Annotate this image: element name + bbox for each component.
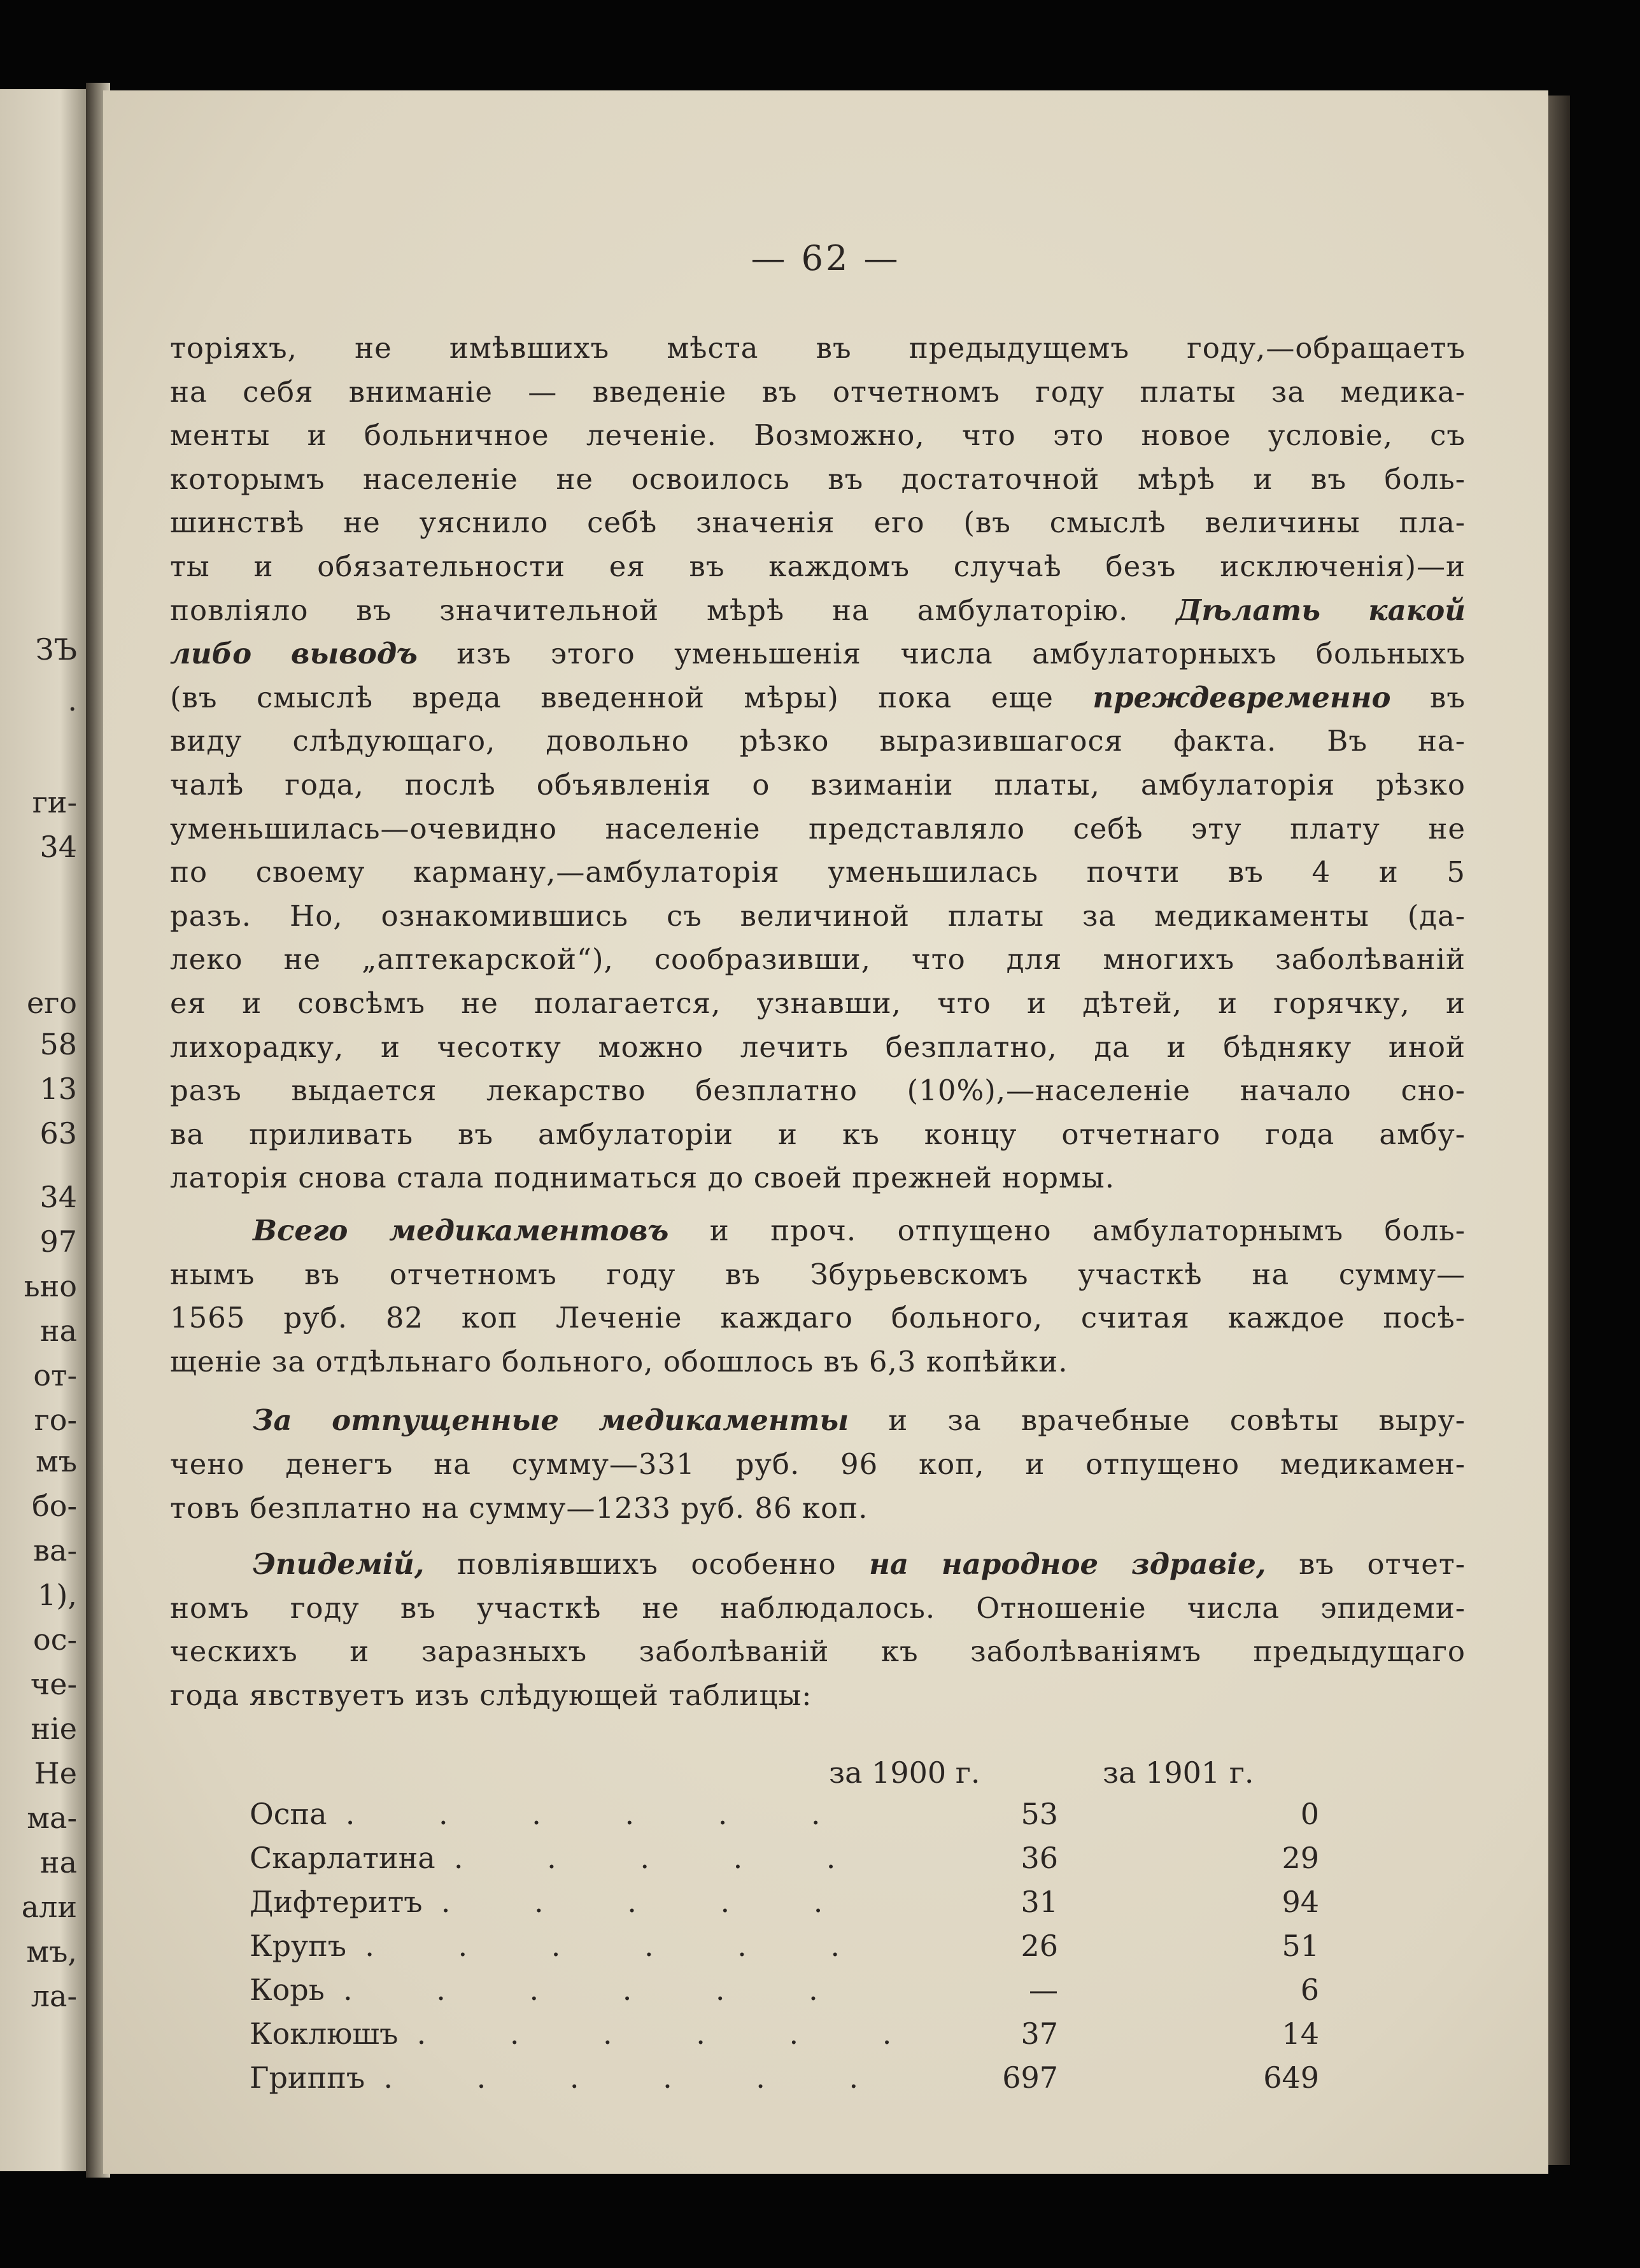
text-line	[170, 415, 1466, 457]
value-1900: 697	[1002, 2060, 1058, 2095]
left-page-fragment: его	[26, 986, 77, 1020]
value-1901: 649	[1263, 2060, 1319, 2095]
column-header-1900: за 1900 г.	[829, 1755, 980, 1790]
text-line	[170, 1631, 1466, 1673]
text-run: ея и совсѣмъ не полагается, узнавши, что и дѣтей, и горячку, и	[170, 986, 1466, 1020]
text-run: по своему карману,—амбулаторія уменьшилась почти въ 4 и 5	[170, 855, 1466, 889]
emphasized-text: Всего медикаментовъ	[253, 1214, 669, 1247]
text-line	[170, 1297, 1466, 1339]
text-run: ты и обязательности ея въ каждомъ случаѣ безъ исключенія)—и	[170, 549, 1466, 583]
text-run: и за врачебные совѣты выру-	[888, 1403, 1466, 1437]
text-line	[170, 1341, 1466, 1383]
disease-name: Корь .	[250, 1973, 893, 2007]
text-line	[170, 764, 1466, 806]
text-line	[170, 939, 1466, 981]
text-run: номъ году въ участкѣ не наблюдалось. Отношеніе числа эпидеми-	[170, 1591, 1466, 1625]
disease-name: Оспа .	[250, 1797, 893, 1831]
emphasized-text: на народное здравіе,	[869, 1547, 1266, 1581]
text-run: разъ. Но, ознакомившись съ величиной платы за медикаменты (да-	[170, 899, 1466, 933]
value-1901: 29	[1282, 1841, 1319, 1875]
left-page-fragment: 63	[39, 1116, 77, 1151]
text-run: щеніе за отдѣльнаго больного, обошлось въ 6,3 копѣйки.	[170, 1345, 1068, 1379]
left-page-fragment: мъ	[35, 1444, 77, 1478]
value-1900: 26	[1021, 1929, 1058, 1963]
text-run: нымъ въ отчетномъ году въ Збурьевскомъ участкѣ на сумму—	[170, 1258, 1466, 1291]
left-page-fragment: 97	[39, 1224, 77, 1259]
left-page-fragment: на	[39, 1314, 77, 1348]
text-line	[170, 327, 1466, 369]
text-line	[170, 808, 1466, 850]
left-page-fragment: 13	[39, 1072, 77, 1106]
text-line	[170, 458, 1466, 500]
text-run: торіяхъ, не имѣвшихъ мѣста въ предыдущемъ году,—обращаетъ	[170, 331, 1466, 365]
table-row	[103, 1797, 1548, 1840]
value-1900: —	[1029, 1973, 1058, 2007]
left-page-fragment: бо-	[32, 1489, 77, 1523]
left-page-fragment: ва-	[33, 1533, 77, 1568]
page-number: — 62 —	[751, 238, 901, 278]
text-line	[170, 590, 1466, 632]
text-run: повліявшихъ особенно	[456, 1547, 837, 1581]
disease-name: Крупъ .	[250, 1929, 893, 1963]
left-page-fragment: че-	[30, 1667, 77, 1701]
value-1900: 53	[1021, 1797, 1058, 1831]
table-row	[103, 1885, 1548, 1928]
text-line	[170, 1114, 1466, 1156]
column-header-1901: за 1901 г.	[1103, 1755, 1254, 1790]
value-1900: 36	[1021, 1841, 1058, 1875]
text-line	[170, 720, 1466, 762]
left-page-fragment: ьно	[24, 1269, 77, 1303]
text-run: виду слѣдующаго, довольно рѣзко выразившагося факта. Въ на-	[170, 724, 1466, 758]
table-row	[103, 2016, 1548, 2060]
text-line	[170, 371, 1466, 413]
text-run: латорія снова стала подниматься до своей прежней нормы.	[170, 1161, 1115, 1194]
book-page	[103, 90, 1548, 2174]
text-run: ческихъ и заразныхъ заболѣваній къ заболѣваніямъ предыдущаго	[170, 1634, 1466, 1668]
text-run: которымъ населеніе не освоилось въ достаточной мѣрѣ и въ боль-	[170, 462, 1466, 496]
text-line	[170, 1675, 1466, 1717]
table-row	[103, 1841, 1548, 1884]
left-page-fragment: ніе	[31, 1712, 77, 1746]
text-line	[170, 1070, 1466, 1112]
value-1901: 6	[1300, 1973, 1319, 2007]
text-line	[170, 1443, 1466, 1485]
value-1900: 31	[1021, 1885, 1058, 1919]
text-line	[170, 895, 1466, 937]
text-line	[170, 1587, 1466, 1629]
text-run: разъ выдается лекарство безплатно (10%),—населеніе начало сно-	[170, 1074, 1466, 1107]
value-1901: 94	[1282, 1885, 1319, 1919]
text-run: повліяло въ значительной мѣрѣ на амбулаторію.	[170, 593, 1129, 627]
text-run: въ отчет-	[1299, 1547, 1466, 1581]
text-line	[170, 1487, 1466, 1529]
text-run: въ	[1430, 681, 1466, 714]
text-line	[170, 633, 1466, 675]
text-run: чалѣ года, послѣ объявленія о взиманіи платы, амбулаторія рѣзко	[170, 768, 1466, 802]
emphasized-text: либо выводъ	[170, 637, 418, 670]
value-1900: 37	[1021, 2016, 1058, 2051]
table-row	[103, 2060, 1548, 2104]
text-run: и проч. отпущено амбулаторнымъ боль-	[709, 1214, 1466, 1247]
disease-name: Скарлатина .	[250, 1841, 893, 1875]
emphasized-text: За отпущенные медикаменты	[253, 1403, 849, 1437]
text-run: изъ этого уменьшенія числа амбулаторныхъ больныхъ	[456, 637, 1466, 670]
left-page-fragment: ги-	[32, 785, 77, 819]
left-page-fragment: 58	[39, 1027, 77, 1061]
left-page-fragment: ос-	[33, 1622, 77, 1657]
left-page-fragment: ма-	[27, 1801, 77, 1835]
value-1901: 14	[1282, 2016, 1319, 2051]
disease-name: Дифтеритъ .	[250, 1885, 893, 1919]
disease-name: Гриппъ .	[250, 2060, 893, 2095]
value-1901: 51	[1282, 1929, 1319, 1963]
left-page-fragment: мъ,	[26, 1934, 77, 1969]
left-page-fragment: от-	[33, 1358, 77, 1393]
text-line	[253, 1400, 1466, 1442]
text-run: товъ безплатно на сумму—1233 руб. 86 коп.	[170, 1491, 868, 1525]
left-page-fragment: ла-	[31, 1979, 77, 2013]
text-run: лихорадку, и чесотку можно лечить безплатно, да и бѣдняку иной	[170, 1030, 1466, 1064]
text-run: на себя вниманіе — введеніе въ отчетномъ году платы за медика-	[170, 375, 1466, 409]
text-line	[170, 982, 1466, 1024]
disease-name: Коклюшъ .	[250, 2016, 893, 2051]
text-line	[170, 851, 1466, 893]
text-run: шинствѣ не уяснило себѣ значенія его (въ смыслѣ величины пла-	[170, 506, 1466, 539]
text-run: года явствуетъ изъ слѣдующей таблицы:	[170, 1678, 812, 1712]
left-page-fragment: .	[67, 683, 77, 718]
text-run: (въ смыслѣ вреда введенной мѣры) пока еще	[170, 681, 1054, 714]
left-page-fragment: Не	[34, 1756, 77, 1790]
emphasized-text: Эпидемій,	[253, 1547, 425, 1581]
left-page-fragment: го-	[34, 1403, 77, 1437]
left-page-fragment: али	[21, 1890, 77, 1924]
text-run: 1565 руб. 82 коп Леченіе каждаго больного, считая каждое посѣ-	[170, 1301, 1466, 1335]
table-row	[103, 1973, 1548, 2016]
text-line	[170, 677, 1466, 719]
text-run: чено денегъ на сумму—331 руб. 96 коп, и отпущено медикамен-	[170, 1447, 1466, 1481]
text-run: уменьшилась—очевидно населеніе представляло себѣ эту плату не	[170, 812, 1466, 846]
value-1901: 0	[1300, 1797, 1319, 1831]
adjacent-page-edge	[0, 89, 86, 2171]
page-edge-shadow	[1548, 96, 1570, 2165]
text-line	[170, 1026, 1466, 1068]
text-line	[170, 502, 1466, 544]
left-page-fragment: ЗЪ	[35, 632, 77, 667]
left-page-fragment: 1),	[38, 1578, 77, 1612]
text-line	[170, 1157, 1466, 1199]
text-line	[170, 1254, 1466, 1296]
table-row	[103, 1929, 1548, 1972]
text-line	[170, 546, 1466, 588]
emphasized-text: преждевременно	[1092, 681, 1391, 714]
text-run: менты и больничное леченіе. Возможно, что это новое условіе, съ	[170, 418, 1466, 452]
text-line	[253, 1210, 1466, 1252]
left-page-fragment: 34	[39, 830, 77, 864]
text-line	[253, 1543, 1466, 1585]
text-run: ва приливать въ амбулаторіи и къ концу отчетнаго года амбу-	[170, 1117, 1466, 1151]
table-header	[103, 1755, 1548, 1800]
left-page-fragment: на	[39, 1845, 77, 1880]
emphasized-text: Дѣлать какой	[1176, 593, 1466, 627]
left-page-fragment: 34	[39, 1180, 77, 1214]
text-run: леко не „аптекарской“), сообразивши, что для многихъ заболѣваній	[170, 942, 1466, 976]
